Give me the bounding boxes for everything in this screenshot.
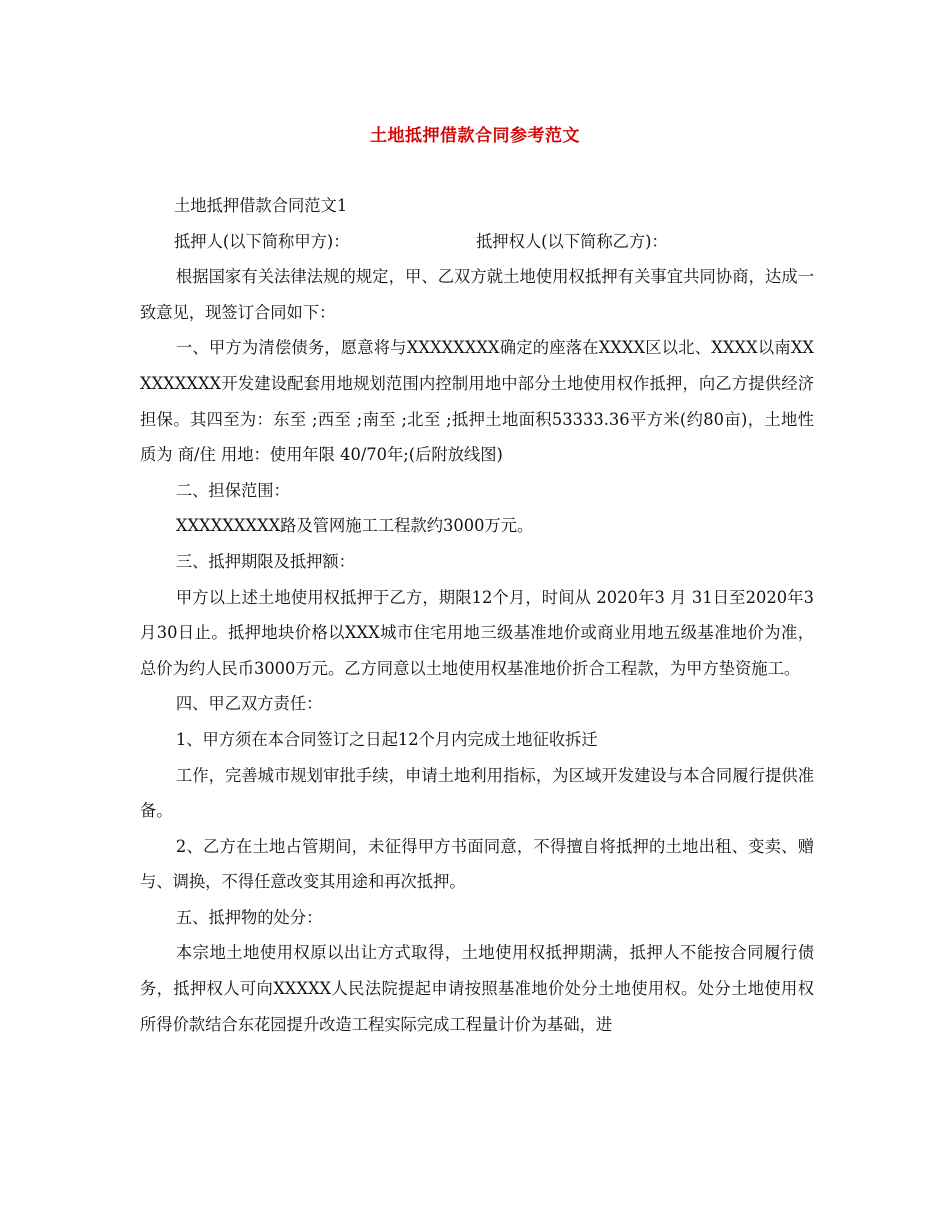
party-b-label: 抵押权人(以下简称乙方)：	[476, 231, 668, 251]
contract-subtitle: 土地抵押借款合同范文1	[174, 196, 348, 215]
document-body	[140, 188, 814, 1042]
paragraph-responsibility-1-cont: 工作，完善城市规划审批手续，申请土地利用指标，为区域开发建设与本合同履行提供准备。	[140, 765, 814, 821]
parties-line	[140, 224, 814, 260]
heading-mortgage-term: 三、抵押期限及抵押额：	[175, 551, 355, 571]
heading-disposal: 五、抵押物的处分：	[175, 907, 323, 927]
paragraph-preamble: 根据国家有关法律法规的规定，甲、乙双方就土地使用权抵押有关事宜共同协商，达成一致意见，现签订合同如下：	[140, 267, 814, 322]
heading-responsibilities: 四、甲乙双方责任：	[175, 694, 323, 714]
paragraph-responsibility-1: 1、甲方须在本合同签订之日起12个月内完成土地征收拆迁	[175, 729, 598, 749]
party-a-label: 抵押人(以下简称甲方)：	[174, 231, 350, 251]
paragraph-guarantee-scope: XXXXXXXXX路及管网施工工程款约3000万元。	[175, 516, 534, 536]
paragraph-mortgage-term: 甲方以上述土地使用权抵押于乙方，期限12个月，时间从 2020年3 月 31日至2020年3月30日止。抵押地块价格以XXX城市住宅用地三级基准地价或商业用地五级基准地价为准，总价为约人民币3000万元。乙方同意以土地使用权基准地价折合工程款，为甲方垫资施工。	[140, 587, 814, 678]
heading-guarantee-scope: 二、担保范围：	[175, 480, 290, 500]
paragraph-responsibility-2: 2、乙方在土地占管期间，未征得甲方书面同意，不得擅自将抵押的土地出租、变卖、赠与、调换，不得任意改变其用途和再次抵押。	[140, 836, 814, 892]
paragraph-disposal: 本宗地土地使用权原以出让方式取得，土地使用权抵押期满，抵押人不能按合同履行债务，抵押权人可向XXXXX人民法院提起申请按照基准地价处分土地使用权。处分土地使用权所得价款结合东花园提升改造工程实际完成工程量计价为基础，进	[140, 943, 814, 1034]
document-title: 土地抵押借款合同参考范文	[370, 126, 580, 146]
paragraph-clause-1: 一、甲方为清偿债务，愿意将与XXXXXXXX确定的座落在XXXX区以北、XXXX以南XXXXXXXXX开发建设配套用地规划范围内控制用地中部分土地使用权作抵押，向乙方提供经济担保。其四至为：东至 ;西至 ;南至 ;北至 ;抵押土地面积53333.36平方米(约80亩)，土地性质为 商/住 用地：使用年限 40/70年;(后附放线图)	[140, 338, 814, 465]
